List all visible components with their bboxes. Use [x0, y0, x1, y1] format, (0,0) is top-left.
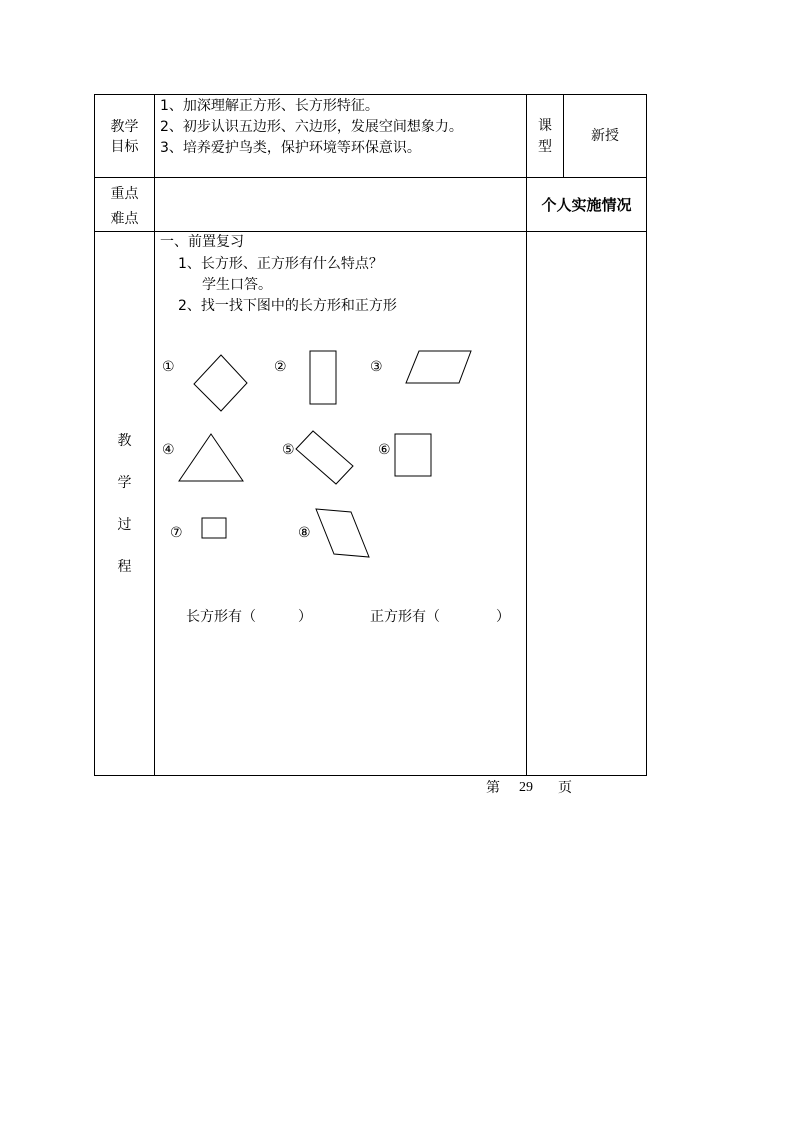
shape-label-7: ⑦ [170, 525, 183, 541]
question-1-answer: 学生口答。 [202, 277, 272, 293]
goal-item-2: 2、初步认识五边形、六边形，发展空间想象力。 [160, 119, 463, 135]
process-label-1: 教 [117, 433, 132, 449]
page-number-suffix: 页 [558, 780, 572, 796]
shape-1-tilted-rectangle [194, 355, 247, 411]
process-label-4: 程 [117, 559, 132, 575]
shape-label-6: ⑥ [378, 442, 391, 458]
shape-8-parallelogram [316, 509, 369, 557]
shape-7-small-rectangle [202, 518, 226, 538]
shape-4-triangle [179, 434, 243, 481]
shape-label-8: ⑧ [298, 525, 311, 541]
process-label-2: 学 [117, 475, 132, 491]
type-label-1: 课 [538, 118, 552, 134]
shape-3-parallelogram [406, 351, 471, 383]
shape-label-1: ① [162, 359, 175, 375]
page-number: 29 [519, 780, 533, 795]
shape-label-2: ② [274, 359, 287, 375]
shape-2-tall-rectangle [310, 351, 336, 404]
shape-6-square [395, 434, 431, 476]
shape-5-tilted-rectangle [296, 431, 353, 484]
shape-label-3: ③ [370, 359, 383, 375]
answer-squares[interactable]: 正方形有（ ） [370, 609, 510, 625]
answer-rectangles[interactable]: 长方形有（ ） [186, 609, 312, 625]
type-value: 新授 [591, 128, 619, 144]
key-label-1: 重点 [110, 186, 139, 202]
shape-label-5: ⑤ [282, 442, 295, 458]
page-number-prefix: 第 [486, 780, 500, 796]
personal-header: 个人实施情况 [541, 196, 632, 214]
goal-item-1: 1、加深理解正方形、长方形特征。 [160, 98, 379, 114]
key-label-2: 难点 [110, 211, 139, 227]
goals-label-1: 教学 [110, 119, 139, 135]
goal-item-3: 3、培养爱护鸟类，保护环境等环保意识。 [160, 140, 421, 156]
section-title: 一、前置复习 [160, 234, 244, 250]
question-2: 2、找一找下图中的长方形和正方形 [178, 298, 397, 314]
goals-label-2: 目标 [110, 139, 139, 155]
process-label-3: 过 [117, 517, 132, 533]
shape-label-4: ④ [162, 442, 175, 458]
question-1: 1、长方形、正方形有什么特点？ [178, 256, 383, 272]
type-label-2: 型 [538, 139, 552, 155]
